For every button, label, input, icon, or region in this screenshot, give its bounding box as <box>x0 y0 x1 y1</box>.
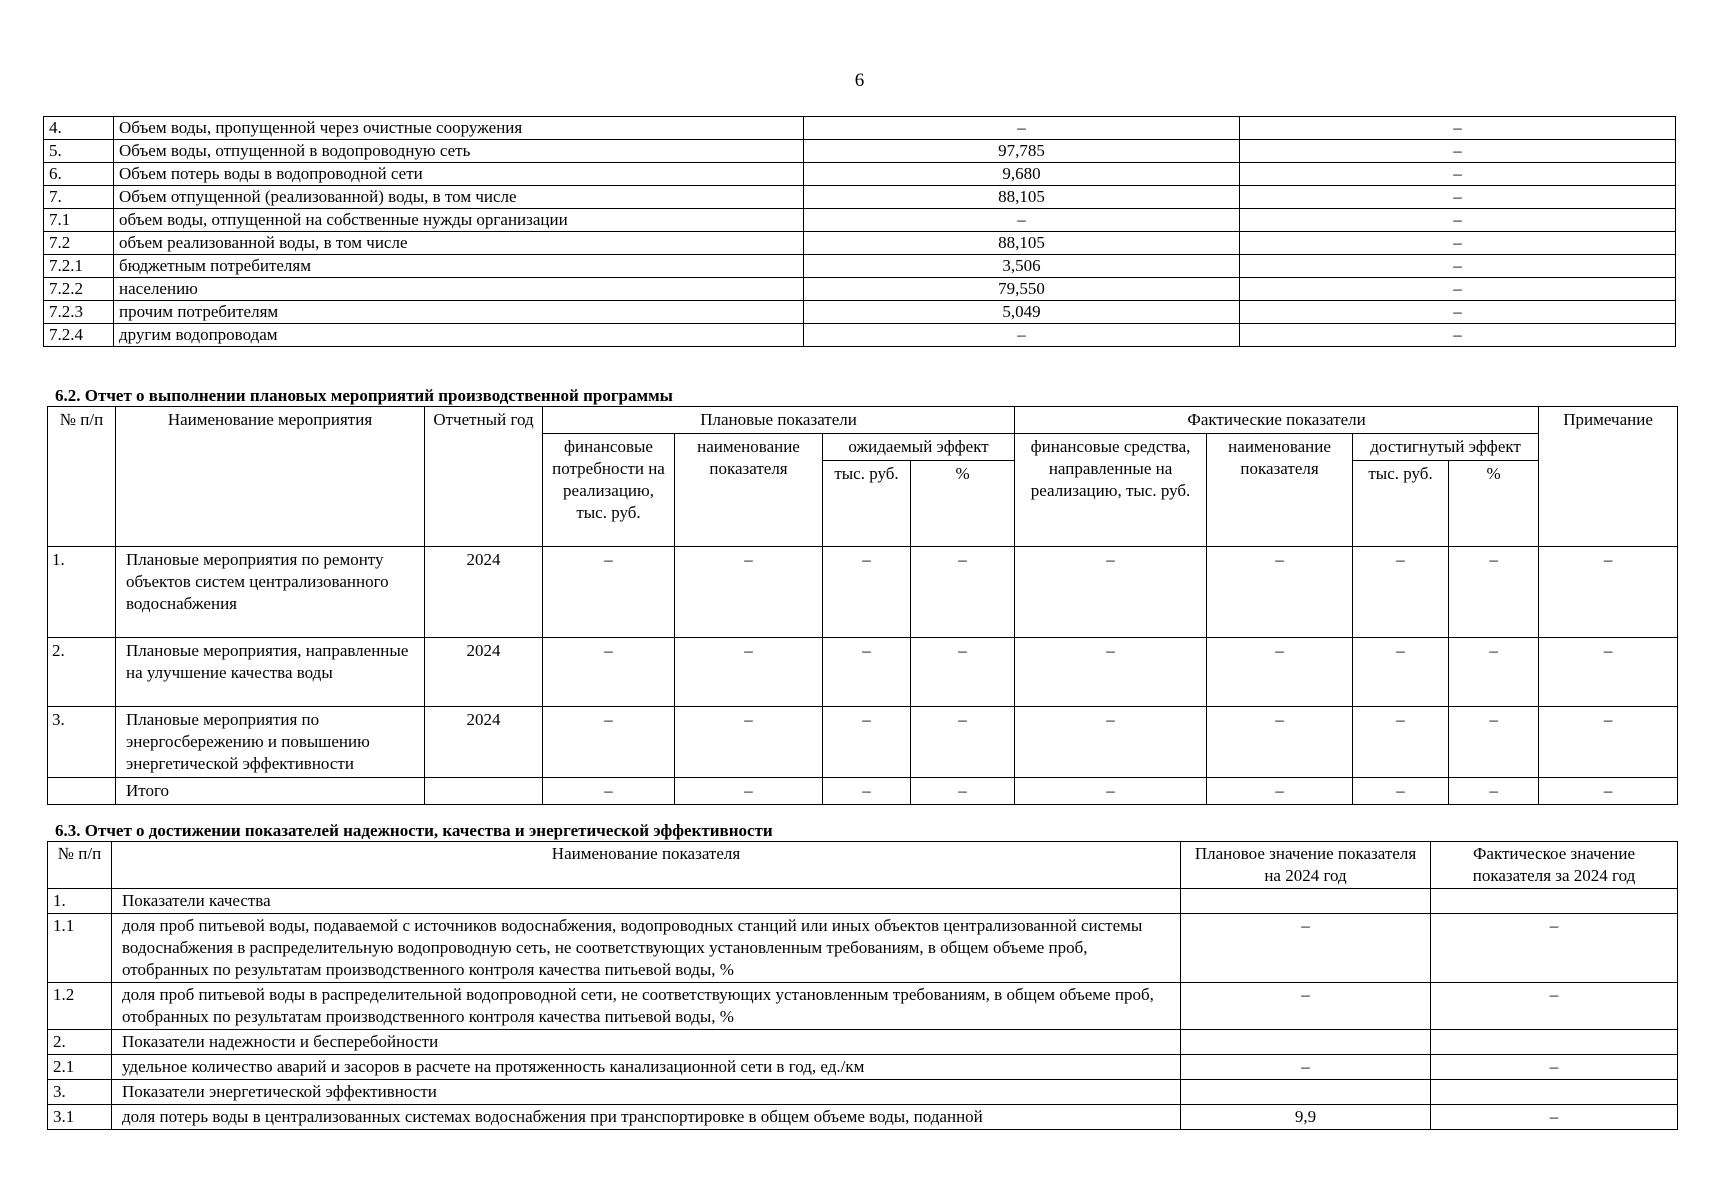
row-year: 2024 <box>425 638 543 707</box>
row-plan-value <box>1181 889 1431 914</box>
water-volume-table <box>43 116 1676 347</box>
row-value: – <box>675 707 823 778</box>
row-value: – <box>1207 638 1353 707</box>
section-6-3-title: 6.3. Отчет о достижении показателей надежности, качества и энергетической эффективности <box>55 821 773 840</box>
row-fact-value: – <box>1431 1055 1678 1080</box>
row-value: – <box>675 547 823 638</box>
row-value: – <box>543 638 675 707</box>
row-name: Объем потерь воды в водопроводной сети <box>114 163 804 186</box>
indicators-table <box>47 841 1678 1130</box>
row-value: – <box>1207 707 1353 778</box>
table-row <box>48 889 1678 914</box>
row-plan-value: 9,9 <box>1181 1105 1431 1130</box>
row-name: Объем воды, пропущенной через очистные сооружения <box>114 117 804 140</box>
row-value: – <box>823 547 911 638</box>
table-row <box>48 1030 1678 1055</box>
row-value: – <box>543 707 675 778</box>
col-no-header: № п/п <box>48 842 112 889</box>
row-plan-value: – <box>1181 983 1431 1030</box>
col-indicator-name-header: Наименование показателя <box>112 842 1181 889</box>
row-value-plan: – <box>804 209 1240 232</box>
row-name: Объем воды, отпущенной в водопроводную сеть <box>114 140 804 163</box>
row-number: 7.2 <box>44 232 114 255</box>
row-fact-value: – <box>1431 983 1678 1030</box>
row-name: доля потерь воды в централизованных системах водоснабжения при транспортировке в общем объеме воды, поданной <box>112 1105 1181 1130</box>
total-row <box>48 778 1678 805</box>
note-header: Примечание <box>1539 407 1678 547</box>
total-value: – <box>1353 778 1449 805</box>
plan-indicators-header: Плановые показатели <box>543 407 1015 434</box>
col-plan-value-header: Плановое значение показателя на 2024 год <box>1181 842 1431 889</box>
row-number: 2. <box>48 1030 112 1055</box>
total-value: – <box>1449 778 1539 805</box>
table-row <box>48 547 1678 638</box>
row-value-fact: – <box>1240 209 1676 232</box>
row-value: – <box>1015 547 1207 638</box>
row-number: 1.2 <box>48 983 112 1030</box>
table-row <box>48 983 1678 1030</box>
row-fact-value <box>1431 889 1678 914</box>
row-name: Объем отпущенной (реализованной) воды, в том числе <box>114 186 804 209</box>
row-name: населению <box>114 278 804 301</box>
row-number: 5. <box>44 140 114 163</box>
plan-financial-header: финансовые потребности на реализацию, тыс. руб. <box>543 434 675 547</box>
row-value-fact: – <box>1240 117 1676 140</box>
row-number: 7.2.1 <box>44 255 114 278</box>
table-row <box>44 232 1676 255</box>
total-value: – <box>1207 778 1353 805</box>
row-value: – <box>823 638 911 707</box>
plan-effect-rub-header: тыс. руб. <box>823 461 911 547</box>
row-value: – <box>1015 707 1207 778</box>
fact-indicators-header: Фактические показатели <box>1015 407 1539 434</box>
row-value: – <box>1015 638 1207 707</box>
row-value: – <box>1207 547 1353 638</box>
row-number: 2. <box>48 638 116 707</box>
fact-financial-header: финансовые средства, направленные на реализацию, тыс. руб. <box>1015 434 1207 547</box>
fact-effect-rub-header: тыс. руб. <box>1353 461 1449 547</box>
row-value-plan: 79,550 <box>804 278 1240 301</box>
row-number: 7.2.3 <box>44 301 114 324</box>
row-name: доля проб питьевой воды в распределительной водопроводной сети, не соответствующих установленным требованиям, в общем объеме проб, отобранных по результатам производственного контроля качества питьевой воды, % <box>112 983 1181 1030</box>
table-row <box>44 163 1676 186</box>
row-value: – <box>1353 707 1449 778</box>
row-value: – <box>1449 707 1539 778</box>
table-row <box>44 324 1676 347</box>
row-number: 2.1 <box>48 1055 112 1080</box>
row-value: – <box>543 547 675 638</box>
total-value: – <box>911 778 1015 805</box>
page-number: 6 <box>854 70 865 91</box>
table-row <box>48 707 1678 778</box>
row-number: 6. <box>44 163 114 186</box>
row-name: бюджетным потребителям <box>114 255 804 278</box>
table-row <box>48 1080 1678 1105</box>
row-number: 1.1 <box>48 914 112 983</box>
row-value: – <box>911 707 1015 778</box>
plan-indicator-name-header: наименование показателя <box>675 434 823 547</box>
row-value-plan: – <box>804 324 1240 347</box>
row-plan-value: – <box>1181 1055 1431 1080</box>
row-value: – <box>1353 638 1449 707</box>
row-name: Плановые мероприятия, направленные на улучшение качества воды <box>116 638 425 707</box>
row-value-plan: 88,105 <box>804 186 1240 209</box>
row-value: – <box>1449 547 1539 638</box>
total-value: – <box>543 778 675 805</box>
row-name: другим водопроводам <box>114 324 804 347</box>
row-value-plan: 5,049 <box>804 301 1240 324</box>
row-name: Показатели надежности и бесперебойности <box>112 1030 1181 1055</box>
row-number: 1. <box>48 547 116 638</box>
row-number: 7.2.4 <box>44 324 114 347</box>
row-value-fact: – <box>1240 140 1676 163</box>
row-value: – <box>911 547 1015 638</box>
row-value: – <box>1539 547 1678 638</box>
row-value-plan: – <box>804 117 1240 140</box>
row-name: Показатели энергетической эффективности <box>112 1080 1181 1105</box>
table-row <box>44 117 1676 140</box>
row-number: 4. <box>44 117 114 140</box>
row-value-fact: – <box>1240 324 1676 347</box>
row-value-plan: 97,785 <box>804 140 1240 163</box>
table-row <box>44 186 1676 209</box>
row-name: доля проб питьевой воды, подаваемой с источников водоснабжения, водопроводных станций или иных объектов централизованной системы водоснабжения в распределительную водопроводную сеть, не соответствующих установленным требованиям, в общем объеме проб, отобранных по результатам производственного контроля качества питьевой воды, % <box>112 914 1181 983</box>
table-row <box>44 209 1676 232</box>
row-year <box>425 778 543 805</box>
row-value: – <box>1353 547 1449 638</box>
row-number: 7. <box>44 186 114 209</box>
row-value-fact: – <box>1240 255 1676 278</box>
col-name-header: Наименование мероприятия <box>116 407 425 547</box>
expected-effect-header: ожидаемый эффект <box>823 434 1015 461</box>
total-value: – <box>1539 778 1678 805</box>
row-number: 7.1 <box>44 209 114 232</box>
row-value-fact: – <box>1240 163 1676 186</box>
table-row <box>44 140 1676 163</box>
planned-measures-table <box>47 406 1678 805</box>
row-value-plan: 88,105 <box>804 232 1240 255</box>
table-row <box>44 278 1676 301</box>
row-value: – <box>911 638 1015 707</box>
row-plan-value <box>1181 1080 1431 1105</box>
row-value-plan: 3,506 <box>804 255 1240 278</box>
row-value-fact: – <box>1240 278 1676 301</box>
table-row <box>48 914 1678 983</box>
row-value-fact: – <box>1240 186 1676 209</box>
table-row <box>48 638 1678 707</box>
row-fact-value: – <box>1431 1105 1678 1130</box>
row-plan-value <box>1181 1030 1431 1055</box>
row-fact-value <box>1431 1030 1678 1055</box>
row-name: объем воды, отпущенной на собственные нужды организации <box>114 209 804 232</box>
total-label: Итого <box>116 778 425 805</box>
row-number: 7.2.2 <box>44 278 114 301</box>
row-value-fact: – <box>1240 301 1676 324</box>
row-plan-value: – <box>1181 914 1431 983</box>
achieved-effect-header: достигнутый эффект <box>1353 434 1539 461</box>
table-row <box>48 1105 1678 1130</box>
total-value: – <box>823 778 911 805</box>
table-row <box>44 255 1676 278</box>
col-fact-value-header: Фактическое значение показателя за 2024 год <box>1431 842 1678 889</box>
row-value: – <box>1449 638 1539 707</box>
col-year-header: Отчетный год <box>425 407 543 547</box>
row-number: 3. <box>48 1080 112 1105</box>
row-number: 3. <box>48 707 116 778</box>
table-row <box>44 301 1676 324</box>
row-value: – <box>823 707 911 778</box>
plan-effect-pct-header: % <box>911 461 1015 547</box>
table-row <box>48 1055 1678 1080</box>
row-name: Плановые мероприятия по энергосбережению и повышению энергетической эффективности <box>116 707 425 778</box>
row-value: – <box>675 638 823 707</box>
row-value: – <box>1539 707 1678 778</box>
row-fact-value <box>1431 1080 1678 1105</box>
row-value: – <box>1539 638 1678 707</box>
row-year: 2024 <box>425 707 543 778</box>
row-number <box>48 778 116 805</box>
row-value-fact: – <box>1240 232 1676 255</box>
row-name: удельное количество аварий и засоров в расчете на протяженность канализационной сети в год, ед./км <box>112 1055 1181 1080</box>
row-name: Плановые мероприятия по ремонту объектов систем централизованного водоснабжения <box>116 547 425 638</box>
col-no-header: № п/п <box>48 407 116 547</box>
row-value-plan: 9,680 <box>804 163 1240 186</box>
row-year: 2024 <box>425 547 543 638</box>
row-name: объем реализованной воды, в том числе <box>114 232 804 255</box>
section-6-2-title: 6.2. Отчет о выполнении плановых мероприятий производственной программы <box>55 386 673 405</box>
total-value: – <box>675 778 823 805</box>
row-number: 3.1 <box>48 1105 112 1130</box>
row-name: Показатели качества <box>112 889 1181 914</box>
fact-effect-pct-header: % <box>1449 461 1539 547</box>
row-fact-value: – <box>1431 914 1678 983</box>
fact-indicator-name-header: наименование показателя <box>1207 434 1353 547</box>
row-name: прочим потребителям <box>114 301 804 324</box>
row-number: 1. <box>48 889 112 914</box>
total-value: – <box>1015 778 1207 805</box>
